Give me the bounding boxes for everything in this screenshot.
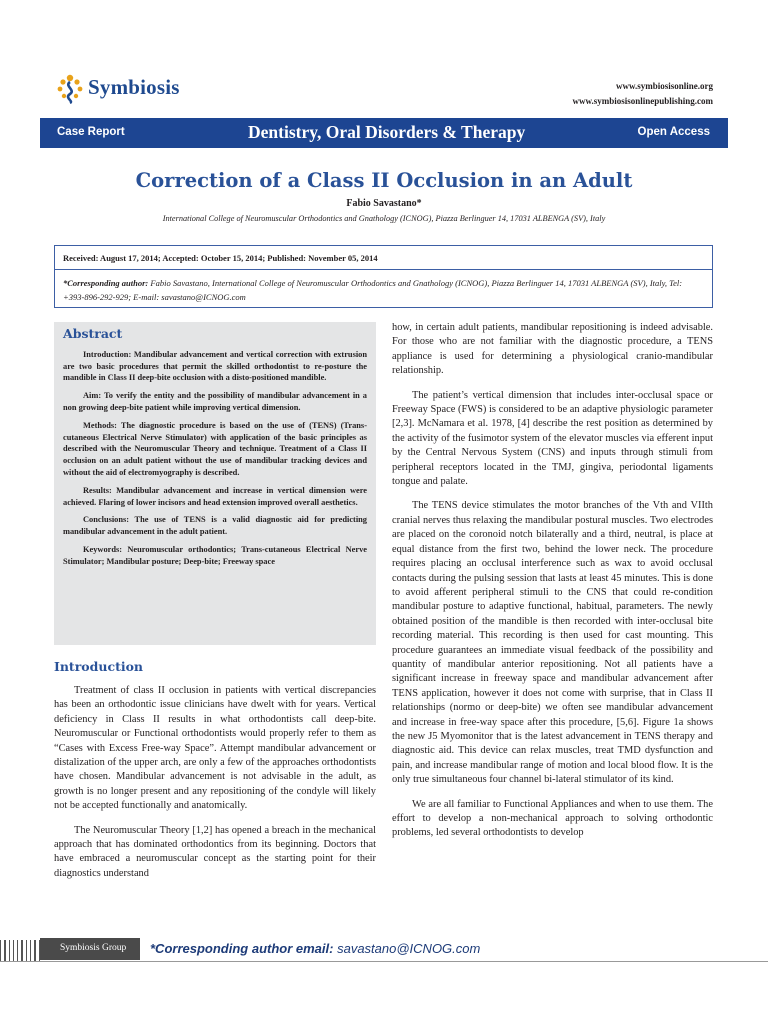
footer-divider bbox=[0, 961, 768, 962]
header-urls bbox=[572, 79, 713, 109]
footer-decoration bbox=[0, 940, 40, 962]
right-column-body bbox=[392, 321, 713, 851]
body-paragraph: The patient’s vertical dimension that includes inter-occlusal space or Freeway Space (FWS) is considered to be an adaptive physiologic parameter [2,3]. McNamara et al. 1978, [4] describe the rest position as determined by the activity of the fusimotor system of the elevator muscles via efferent input by the Central Nervous System (CNS) and inputs through stimuli from peripheral receptors located in the TMJ, gingiva, periodontal ligaments tongue and palate. bbox=[392, 389, 713, 488]
article-title: Correction of a Class II Occlusion in an Adult bbox=[135, 169, 633, 192]
left-column-body bbox=[54, 684, 376, 891]
abstract-methods: Methods: The diagnostic procedure is based on the use of (TENS) (Trans-cutaneous Electrical Nerve Stimulator) with application of the basic principles as described with the Neuromuscular Theory and technique. Treatment of a Class II occlusion on an adult patient without the use of mandibular tracking devices and without the aid of electromyography is described. bbox=[63, 420, 367, 477]
article-author: Fabio Savastano* bbox=[346, 198, 422, 209]
body-paragraph: The TENS device stimulates the motor branches of the Vth and VIIth cranial nerves thus relaxing the mandibular postural muscles. Two electrodes are placed on the coronoid notch bilaterally and a third, neutral, is place at equal distance from the first two, behind the lower neck. The procedure requires placing an occlusal interference such as wax to avoid occlusal contacts during the pulsing session that lasts at least 45 minutes. This is done to avoid afferent peripheral stimuli to the CNS that could re-condition mandibular posture to adaptive functional, habitual, parameters. The newly obtained position of the mandible is then recorded with inter-occlusal bite recording material. This recording is then used for cast mounting. This procedure guarantees an immediate visual feedback of the possibility and quantity of mandibular anterior repositioning. Not all patients have a significant increase in freeway space and mandibular advancement after TENS application, however it does not come with surprise, that in Class II relationships (normo or deep-bite) we often see mandibular advancement and increase in free-way space after this procedure, [5,6]. Figure 1a shows the new J5 Myomonitor that is the latest advancement in TENS therapy and diagnostic aid. This device can relax muscles, treat TMD dysfunction and pain, and increase mandibular range of motion and local blood flow. It is the only true simultaneous four channel bi-lateral stimulator of its kind. bbox=[392, 500, 713, 786]
body-paragraph: We are all familiar to Functional Appliances and when to use them. The effort to develop a non-mechanical approach to solving orthodontic problems, led several orthodontists to develop bbox=[392, 798, 713, 839]
corresponding-label: *Corresponding author: bbox=[63, 278, 149, 288]
introduction-heading: Introduction bbox=[54, 659, 144, 674]
body-paragraph: how, in certain adult patients, mandibular repositioning is indeed advisable. For those who are not familiar with the diagnostic procedure, a TENS appliance is used for determining a physiological cranio-mandibular relationship. bbox=[392, 322, 713, 377]
body-paragraph: The Neuromuscular Theory [1,2] has opened a breach in the mechanical approach that has dominated orthodontics from its beginning. Doctors that have embraced a neuromuscular concept as the starting point for their diagnostics understand bbox=[54, 824, 376, 879]
article-type: Case Report bbox=[57, 126, 125, 138]
footer-group-label: Symbiosis Group bbox=[40, 938, 140, 960]
symbiosis-logo-icon bbox=[54, 70, 86, 104]
abstract-heading: Abstract bbox=[63, 326, 123, 341]
corresponding-text: Fabio Savastano, International College of Neuromuscular Orthodontics and Gnathology (ICNOG), Piazza Berlinguer 14, 17031 ALBENGA (SV), Italy, Tel: +393-896-292-929; E-mail: savastano@ICNOG.com bbox=[63, 278, 683, 302]
abstract-conclusions: Conclusions: The use of TENS is a valid diagnostic aid for predicting mandibular advancement in the adult patient. bbox=[63, 515, 367, 537]
article-info-box bbox=[54, 245, 713, 308]
author-affiliation: International College of Neuromuscular Orthodontics and Gnathology (ICNOG), Piazza Berlinguer 14, 17031 ALBENGA (SV), Italy bbox=[162, 214, 606, 223]
journal-logo[interactable] bbox=[54, 70, 180, 104]
logo-text: Symbiosis bbox=[88, 74, 180, 99]
abstract-introduction: Introduction: Mandibular advancement and vertical correction with extrusion are two basic procedures that permit the skilled orthodontist to re-posture the mandible in Class II deep-bite occlusion with a disto-positioned mandible. bbox=[63, 349, 367, 383]
journal-name: Dentistry, Oral Disorders & Therapy bbox=[248, 122, 526, 142]
corresponding-author-info bbox=[63, 277, 704, 304]
abstract-results: Results: Mandibular advancement and increase in vertical dimension were achieved. Flaring of lower incisors and head extension improved overall aesthetics. bbox=[63, 485, 367, 507]
abstract-box bbox=[54, 322, 376, 645]
journal-banner bbox=[40, 118, 728, 148]
footer-email-address[interactable]: savastano@ICNOG.com bbox=[337, 941, 481, 956]
url-link-1[interactable]: www.symbiosisonline.org bbox=[615, 81, 713, 91]
footer-email bbox=[150, 941, 480, 956]
open-access-badge: Open Access bbox=[637, 126, 710, 138]
footer-email-label: *Corresponding author email: bbox=[150, 941, 334, 956]
url-link-2[interactable]: www.symbiosisonlinepublishing.com bbox=[572, 96, 713, 106]
abstract-keywords: Keywords: Neuromuscular orthodontics; Trans-cutaneous Electrical Nerve Stimulator; Mandibular posture; Deep-bite; Freeway space bbox=[63, 544, 367, 566]
body-paragraph: Treatment of class II occlusion in patients with vertical discrepancies has been an orthodontic issue clinicians have dwelt with for years. Vertical deficiency in Class II results in what orthodontists call deep-bite. Neuromuscular or Functional orthodontists would properly refer to them as “Cases with Excess Free-way Space”. Attempt mandibular advancement or distalization of the upper arch, are only a few of the approaches orthodontists have chosen. Mandibular advancement is not advisable in the adult, as growth is no longer present and any repositioning of the condyle will likely not be accepted functionally and anatomically. bbox=[54, 685, 376, 812]
article-dates: Received: August 17, 2014; Accepted: October 15, 2014; Published: November 05, 2014 bbox=[55, 253, 712, 270]
abstract-aim: Aim: To verify the entity and the possibility of mandibular advancement in a non growing deep-bite patient while improving vertical dimension. bbox=[63, 391, 367, 412]
